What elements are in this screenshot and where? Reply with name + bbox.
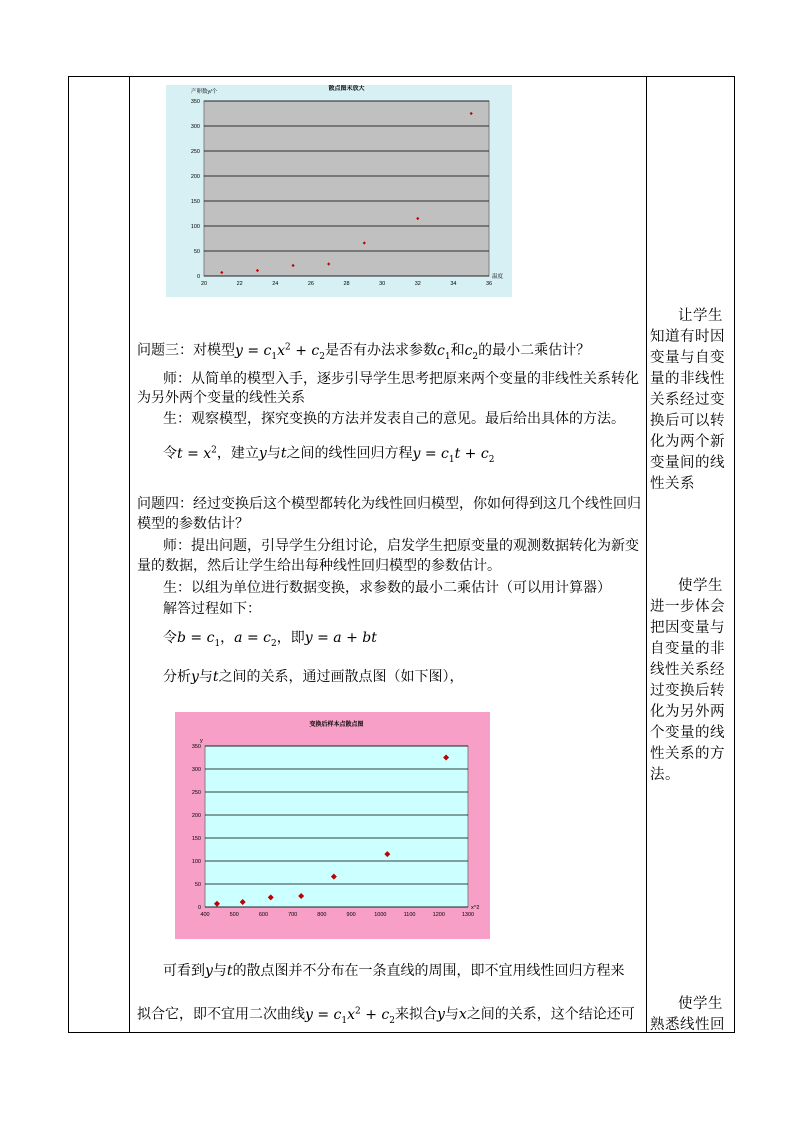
- student-response-2: 生：以组为单位进行数据变换，求参数的最小二乘估计（可以用计算器）: [163, 580, 611, 596]
- conclusion-line-2: 拟合它，即不宜用二次曲线$y = c_1x^2 + c_2$来拟合y与x之间的关系，这个结论还可: [137, 1006, 635, 1026]
- teacher-guidance-1: 师：从简单的模型入手，逐步引导学生思考把原来两个变量的非线性关系转化: [163, 371, 639, 387]
- x-tick-label: 26: [307, 281, 314, 287]
- x-tick-label: 34: [450, 281, 457, 287]
- y-tick-label: 250: [190, 149, 200, 155]
- x-tick-label: 22: [236, 281, 243, 287]
- question-three: 问题三：对模型$y = c_1x^2 + c_2$是否有办法求参数$c_1$和$c_2$的最小二乘估计？: [137, 342, 591, 362]
- y-tick-label: 0: [196, 274, 200, 280]
- x-axis-label: x^2: [471, 905, 480, 911]
- y-tick-label: 150: [190, 199, 200, 205]
- x-tick-label: 1200: [432, 912, 445, 918]
- side-note-3: 使学生熟悉线性回: [650, 996, 725, 1033]
- x-tick-label: 1100: [403, 912, 416, 918]
- question-four: 问题四：经过变换后这个模型都转化为线性回归模型，你如何得到这几个线性回归: [137, 496, 641, 512]
- column-divider-right: [646, 76, 647, 1033]
- plot-area: [204, 101, 489, 276]
- scatter-chart-transformed: [175, 712, 490, 943]
- teacher-guidance-2: 师：提出问题，引导学生分组讨论，启发学生把原变量的观测数据转化为新变: [163, 538, 639, 554]
- side-note-2: 使学生进一步体会把因变量与自变量的非线性关系经过变换后转化为另外两个变量的线性关系的方法。: [650, 578, 725, 783]
- x-tick-label: 900: [346, 912, 356, 918]
- x-tick-label: 400: [200, 912, 210, 918]
- substitution-step: 令$b = c_1$，$a = c_2$，即y = a + bt: [163, 630, 377, 649]
- y-tick-label: 100: [190, 224, 200, 230]
- x-tick-label: 36: [485, 281, 493, 287]
- chart-title: 变换后样本点散点图: [309, 722, 364, 728]
- x-tick-label: 800: [317, 912, 327, 918]
- x-tick-label: 500: [229, 912, 239, 918]
- x-tick-label: 28: [343, 281, 350, 287]
- x-tick-label: 700: [288, 912, 298, 918]
- x-tick-label: 20: [200, 281, 208, 287]
- teacher-guidance-2-cont: 量的数据，然后让学生给出每种线性回归模型的参数估计。: [137, 558, 501, 574]
- x-tick-label: 30: [379, 281, 386, 287]
- scatter-chart-original: [166, 85, 512, 301]
- x-tick-label: 32: [414, 281, 421, 287]
- y-tick-label: 0: [197, 905, 201, 911]
- y-tick-label: 200: [190, 174, 200, 180]
- side-note-1: 让学生知道有时因变量与自变量的非线性关系经过变换后可以转化为两个新变量间的线性关系: [650, 308, 725, 492]
- y-tick-label: 150: [191, 836, 201, 842]
- y-tick-label: 300: [191, 767, 201, 773]
- chart-title: 散点图未放大: [328, 86, 365, 92]
- x-tick-label: 1000: [374, 912, 387, 918]
- conclusion-line-1: 可看到y与t的散点图并不分布在一条直线的周围，即不宜用线性回归方程来: [163, 963, 625, 979]
- y-tick-label: 350: [190, 99, 200, 105]
- analysis-sentence: 分析y与t之间的关系，通过画散点图（如下图），: [163, 669, 464, 685]
- x-tick-label: 600: [258, 912, 269, 918]
- transform-step: 令$t = x^2$，建立y与t之间的线性回归方程$y = c_1t + c_2$: [163, 445, 495, 465]
- y-tick-label: 50: [193, 249, 200, 255]
- question-four-cont: 模型的参数估计？: [137, 516, 249, 532]
- teacher-guidance-1-cont: 为另外两个变量的线性关系: [137, 390, 305, 406]
- plot-area: [205, 746, 468, 907]
- y-tick-label: 250: [191, 790, 201, 796]
- y-tick-label: 200: [191, 813, 201, 819]
- y-axis-label: y: [200, 738, 203, 744]
- x-tick-label: 1300: [461, 912, 475, 918]
- x-axis-label: 温度: [492, 274, 504, 280]
- column-divider-left: [129, 76, 130, 1033]
- solution-label: 解答过程如下：: [163, 601, 261, 617]
- x-tick-label: 24: [272, 281, 279, 287]
- student-response-1: 生：观察模型，探究变换的方法并发表自己的意见。最后给出具体的方法。: [163, 411, 625, 427]
- y-tick-label: 300: [190, 124, 200, 130]
- y-axis-label: 产卵数y/个: [191, 89, 218, 95]
- y-tick-label: 100: [191, 859, 201, 865]
- y-tick-label: 50: [194, 882, 201, 888]
- y-tick-label: 350: [191, 744, 201, 750]
